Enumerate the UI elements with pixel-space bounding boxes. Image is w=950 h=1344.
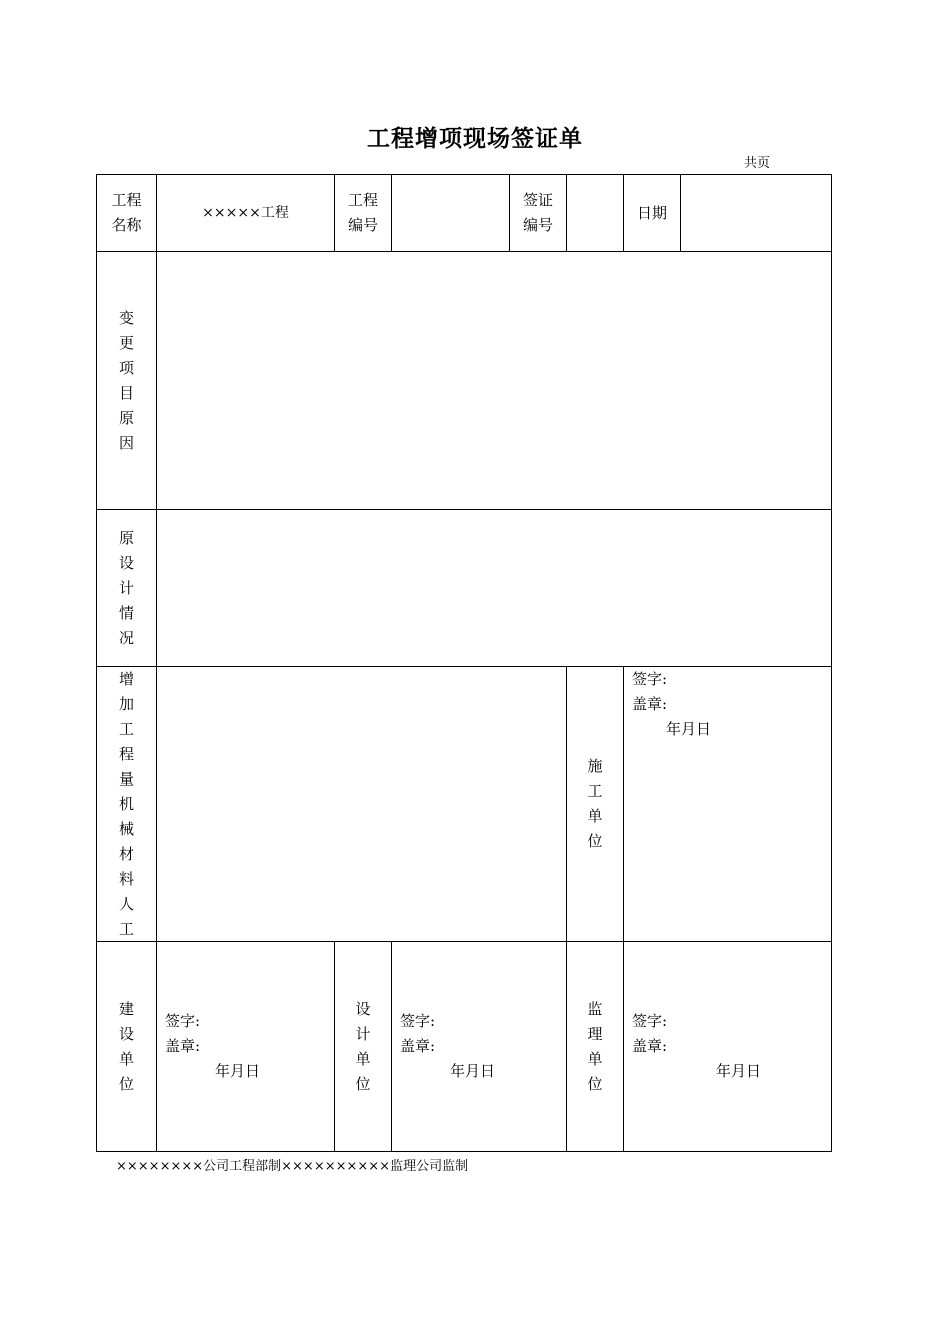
owner-date-label: 年月日	[215, 1062, 261, 1080]
designer-label: 设计单位	[355, 999, 371, 1093]
added-work-content-cell[interactable]	[156, 666, 567, 942]
designer-signature-cell[interactable]	[391, 941, 567, 1152]
contractor-sign-label: 签字:	[632, 670, 668, 688]
designer-sign-label: 签字:	[400, 1012, 436, 1030]
project-name-value-cell[interactable]	[156, 174, 335, 252]
contractor-date-label: 年月日	[666, 720, 712, 738]
supervisor-label: 监理单位	[587, 999, 603, 1093]
contractor-signature-cell[interactable]	[623, 666, 832, 942]
project-name-value: ×××××工程	[202, 204, 289, 221]
added-work-label: 增加工程量机械材料人工	[118, 669, 134, 938]
project-no-label-cell	[334, 174, 392, 252]
designer-date-label: 年月日	[450, 1062, 496, 1080]
visa-no-label: 签证 编号	[522, 191, 553, 234]
project-no-label: 工程 编号	[347, 191, 378, 234]
owner-signature-cell[interactable]	[156, 941, 335, 1152]
date-label-cell	[623, 174, 681, 252]
contractor-label-cell	[566, 666, 624, 942]
contractor-seal-label: 盖章:	[632, 695, 668, 713]
supervisor-signature-cell[interactable]	[623, 941, 832, 1152]
date-value-cell[interactable]	[680, 174, 832, 252]
owner-label: 建设单位	[118, 999, 134, 1093]
change-reason-label: 变更项目原因	[118, 308, 134, 452]
page-count-label: 共页	[744, 156, 771, 171]
original-design-label-cell	[96, 509, 157, 667]
change-reason-label-cell	[96, 251, 157, 510]
project-name-label: 工程 名称	[111, 191, 142, 234]
document-title: 工程增项现场签证单	[367, 125, 583, 152]
added-work-label-cell	[96, 666, 157, 942]
project-name-label-cell	[96, 174, 157, 252]
change-reason-content-cell[interactable]	[156, 251, 832, 510]
visa-no-label-cell	[509, 174, 567, 252]
designer-seal-label: 盖章:	[400, 1037, 436, 1055]
project-no-value-cell[interactable]	[391, 174, 510, 252]
visa-no-value-cell[interactable]	[566, 174, 624, 252]
supervisor-seal-label: 盖章:	[632, 1037, 668, 1055]
original-design-label: 原设计情况	[118, 528, 134, 647]
supervisor-date-label: 年月日	[716, 1062, 762, 1080]
supervisor-sign-label: 签字:	[632, 1012, 668, 1030]
owner-label-cell	[96, 941, 157, 1152]
owner-seal-label: 盖章:	[165, 1037, 201, 1055]
footer-note: ××××××××公司工程部制××××××××××监理公司监制	[116, 1159, 469, 1174]
contractor-label: 施工单位	[587, 757, 603, 850]
supervisor-label-cell	[566, 941, 624, 1152]
designer-label-cell	[334, 941, 392, 1152]
original-design-content-cell[interactable]	[156, 509, 832, 667]
owner-sign-label: 签字:	[165, 1012, 201, 1030]
date-label: 日期	[636, 203, 667, 222]
